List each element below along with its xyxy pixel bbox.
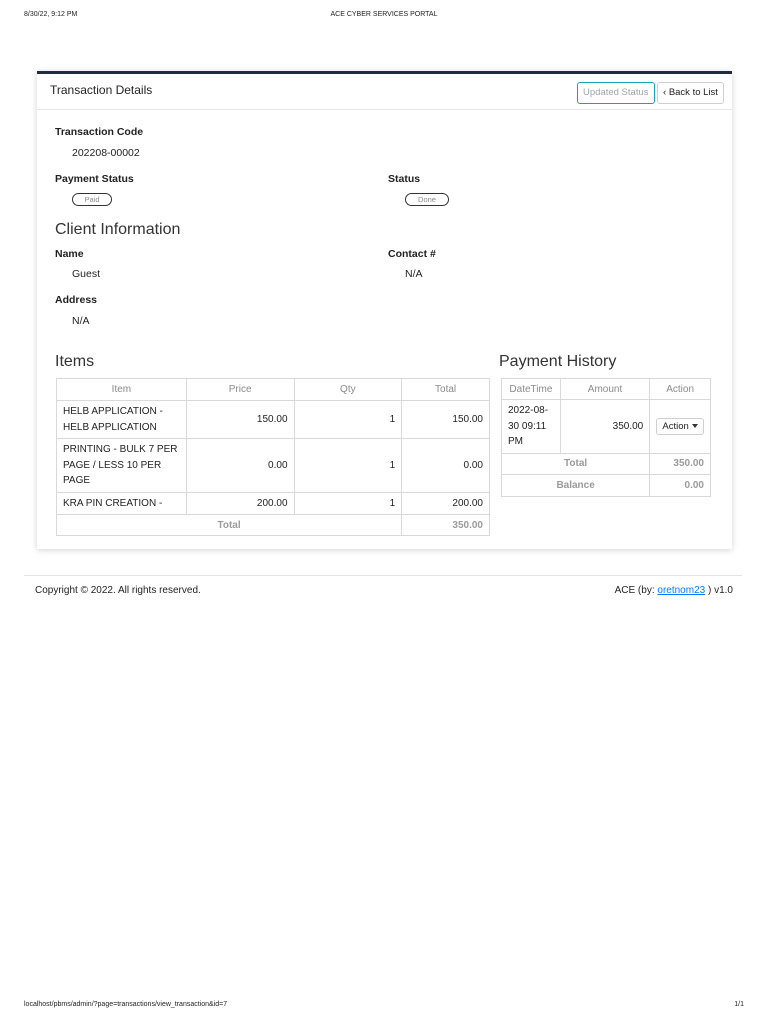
- item-price: 200.00: [186, 492, 294, 515]
- item-name: HELB APPLICATION - HELB APPLICATION: [57, 401, 187, 439]
- payments-total-value: 350.00: [650, 453, 711, 474]
- payment-history-heading: Payment History: [499, 353, 617, 370]
- contact-value: N/A: [405, 268, 423, 280]
- table-row: [57, 439, 490, 493]
- print-title: ACE CYBER SERVICES PORTAL: [330, 11, 438, 18]
- items-total-row: [57, 515, 490, 536]
- transaction-card: [37, 71, 732, 549]
- table-row: [502, 400, 711, 454]
- payments-col-amount: Amount: [560, 379, 649, 400]
- back-to-list-button[interactable]: [657, 82, 724, 104]
- payment-datetime: 2022-08-30 09:11 PM: [502, 400, 561, 454]
- payments-total-label: Total: [502, 453, 650, 474]
- contact-label: Contact #: [388, 248, 436, 260]
- item-price: 150.00: [186, 401, 294, 439]
- table-row: [57, 492, 490, 515]
- item-qty: 1: [294, 401, 402, 439]
- print-page-number: 1/1: [734, 1001, 744, 1008]
- payments-balance-row: [502, 474, 711, 496]
- payments-total-row: [502, 453, 711, 474]
- back-to-list-label: Back to List: [668, 87, 718, 98]
- payment-action-cell: [650, 400, 711, 454]
- item-price: 0.00: [186, 439, 294, 493]
- card-title: Transaction Details: [50, 83, 153, 97]
- payments-col-datetime: DateTime: [502, 379, 561, 400]
- update-status-button[interactable]: Updated Status: [577, 82, 655, 104]
- transaction-code-label: Transaction Code: [55, 126, 144, 138]
- action-label: Action: [662, 420, 689, 432]
- items-col-price: Price: [186, 379, 294, 401]
- caret-down-icon: [692, 424, 698, 428]
- item-name: KRA PIN CREATION -: [57, 492, 187, 515]
- payments-col-action: Action: [650, 379, 711, 400]
- print-header: [0, 11, 768, 23]
- status-badge: Done: [405, 193, 449, 206]
- address-label: Address: [55, 294, 98, 306]
- items-col-item: Item: [57, 379, 187, 401]
- print-url: localhost/pbms/admin/?page=transactions/view_transaction&id=7: [24, 1001, 228, 1008]
- item-qty: 1: [294, 492, 402, 515]
- items-heading: Items: [55, 353, 95, 370]
- table-row: [57, 401, 490, 439]
- items-total-label: Total: [57, 515, 402, 536]
- items-col-qty: Qty: [294, 379, 402, 401]
- status-label: Status: [388, 173, 421, 185]
- name-value: Guest: [72, 268, 101, 280]
- address-value: N/A: [72, 315, 90, 327]
- payment-status-label: Payment Status: [55, 173, 134, 185]
- transaction-code-value: 202208-00002: [72, 147, 140, 159]
- item-total: 200.00: [402, 492, 490, 515]
- credit-suffix: ) v1.0: [705, 585, 733, 596]
- name-label: Name: [55, 248, 84, 260]
- balance-label: Balance: [502, 474, 650, 496]
- item-name: PRINTING - BULK 7 PER PAGE / LESS 10 PER PAGE: [57, 439, 187, 493]
- payment-status-badge: Paid: [72, 193, 112, 206]
- author-link[interactable]: oretnom23: [657, 585, 706, 596]
- payment-history-table: [501, 378, 711, 497]
- items-total-value: 350.00: [402, 515, 490, 536]
- card-header: [37, 74, 732, 110]
- footer-divider: [24, 575, 742, 576]
- items-table: [56, 378, 490, 536]
- item-total: 0.00: [402, 439, 490, 493]
- credit-prefix: ACE (by:: [614, 585, 658, 596]
- payment-amount: 350.00: [560, 400, 649, 454]
- client-information-heading: Client Information: [55, 221, 181, 238]
- item-total: 150.00: [402, 401, 490, 439]
- credits: [615, 585, 733, 596]
- print-date: 8/30/22, 9:12 PM: [24, 11, 78, 18]
- chevron-left-icon: ‹: [663, 87, 669, 98]
- balance-value: 0.00: [650, 474, 711, 496]
- items-col-total: Total: [402, 379, 490, 401]
- action-dropdown-button[interactable]: [656, 418, 703, 435]
- item-qty: 1: [294, 439, 402, 493]
- copyright-text: Copyright © 2022. All rights reserved.: [35, 585, 201, 596]
